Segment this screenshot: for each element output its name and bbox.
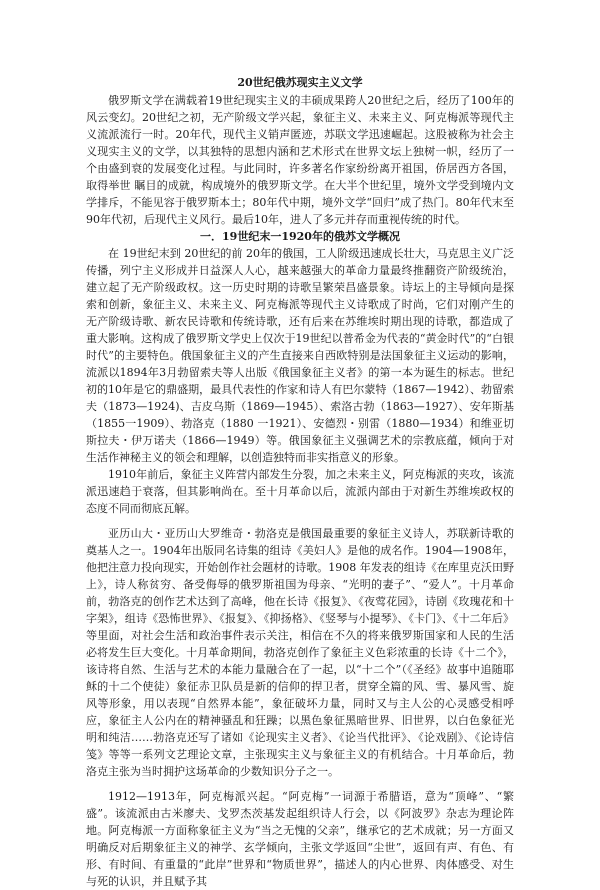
document-title: 20世纪俄苏现实主义文学	[237, 76, 363, 89]
body-paragraph-3: 亚历山大・亚历山大罗维奇・勃洛克是俄国最重要的象征主义诗人，苏联新诗歌的奠基人之一。1904年出版同名诗集的组诗《美妇人》是他的成名作。1904—1908年，他把注意力投向现实，开始创作社会题材的诗歌。1908 年发表的组诗《在库里克沃田野上》，诗人称贫穷、备受侮辱的俄罗斯祖国为母亲、“光明的妻子”、“爱人”。十月革命前，勃洛克的创作艺术达到了高峰，他在长诗《报复》、《夜莺花园》，诗剧《玫瑰花和十字架》，组诗《恐怖世界》、《报复》、《抑扬格》、《竖琴与小提琴》、《卡门》、《十二年后》等里面，对社会生活和政治事件表示关注，相信在不久的将来俄罗斯国家和人民的生活必将发生巨大变化。十月革命期间，勃洛克创作了象征主义色彩浓重的长诗《十二个》，该诗将自然、生活与艺术的本能力量融合在了一起，以“十二个”（《圣经》故事中追随耶稣的十二个使徒）象征赤卫队员是新的信仰的捍卫者，贯穿全篇的风、雪、暴风雪、旋风等形象，用以表现“自然界本能”，象征破坏力量，同时又与主人公的心灵感受相呼应，象征主人公内在的精神骚乱和狂躁；以黑色象征黑暗世界、旧世界，以白色象征光明和纯洁……勃洛克还写了诸如《论现实主义者》、《论当代批评》、《论戏剧》、《论诗信笺》等等一系列文艺理论文章，主张现实主义与象征主义的有机结合。十月革命后，勃洛克主张为当时拥护这场革命的少数知识分子之一。	[86, 527, 514, 778]
body-paragraph-1: 在 19世纪末到 20世纪的前 20年的俄国，工人阶级迅速成长壮大，马克思主义广泛传播，列宁主义形成并日益深人人心，越来越强大的革命力量最终推翻资产阶级统治，建立起了无产阶级政权。这一历史时期的诗歌呈繁荣昌盛景象。诗坛上的主导倾向是探索和创新，象征主义、未来主义、阿克梅派等现代主义诗歌成了时尚，它们对刚产生的无产阶级诗歌、新农民诗歌和传统诗歌，还有后来在苏维埃时期出现的诗歌，都造成了重大影响。这构成了俄罗斯文学史上仅次于19世纪以普希金为代表的“黄金时代”的“白银时代”的主要特色。俄国象征主义的产生直接来自西欧特别是法国象征主义运动的影响，流派以1894年3月勃留索夫等人出版《俄国象征主义者》的第一本为诞生的标志。世纪初的10年是它的鼎盛期，最具代表性的作家和诗人有巴尔蒙特（1867—1942）、勃留索夫（1873—1924)、吉皮乌斯（1869—1945）、索洛古勃（1863—1927）、安年斯基（1855一1909）、勃洛克（1880 一1921）、安德烈・别雷（1880—1934）和维亚切斯拉夫・伊万诺夫（1866—1949）等。俄国象征主义强调艺术的宗教底蕴，倾向于对生活作神秘主义的领会和理解，以创造独特而非实指意义的形象。	[86, 247, 514, 464]
intro-paragraph: 俄罗斯文学在满载着19世纪现实主义的丰硕成果跨人20世纪之后，经历了100年的风云变幻。20世纪之初，无产阶级文学兴起，象征主义、未来主义、阿克梅派等现代主义流派流行一时。20年代，现代主义销声匿迹，苏联文学迅速崛起。这股被称为社会主义现实主义的文学，以其独特的思想内涵和艺术形式在世界文坛上独树一帜，经历了一个由盛到衰的发展变化过程。与此同时，许多著名作家纷纷离开祖国，侨居西方各国，取得举世 瞩目的成就，构成境外的俄罗斯文学。在大半个世纪里，境外文学受到境内文学排斥，不能见容于俄罗斯本土；80年代中期，境外文学“回归”成了热门。80年代末至90年代初，后现代主义风行。最后10年，进人了多元并存而重视传统的时代。	[86, 94, 514, 226]
body-paragraph-2: 1910年前后，象征主义阵营内部发生分裂，加之未来主义，阿克梅派的夹攻，该流派迅速趋于衰落，但其影响尚在。至十月革命以后，流派内部由于对新生苏维埃政权的态度不同而彻底瓦解。	[86, 468, 514, 515]
section-heading: 一．19世纪末一1920年的俄苏文学概况	[200, 230, 400, 243]
body-paragraph-4: 1912—1913年，阿克梅派兴起。“阿克梅”一词源于希腊语，意为“顶峰”、“繁盛”。该流派由古米廖夫、戈罗杰茨基发起组织诗人行会，以《阿波罗》杂志为理论阵地。阿克梅派一方面称象征主义为“当之无愧的父亲”，继承它的艺术成就；另一方面又明确反对后期象征主义的神学、玄学倾向，主张文学返回“尘世”，返回有声、有色、有形、有时间、有重量的“此岸”世界和“物质世界”，描述人的内心世界、肉体感受、对生与死的认识，并且赋予其	[86, 790, 514, 888]
